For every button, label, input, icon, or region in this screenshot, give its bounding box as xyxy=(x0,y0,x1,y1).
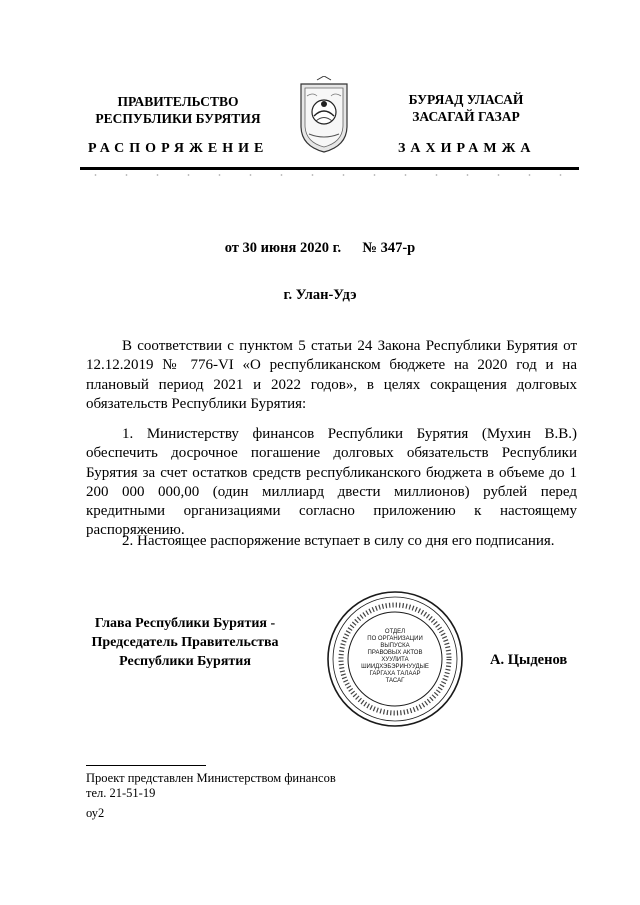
doc-type-left: РАСПОРЯЖЕНИЕ xyxy=(88,141,269,156)
signatory-title-line3: Республики Бурятия xyxy=(119,654,251,669)
stamp-line: ШИИДХЭБЭРИНУУДЫЕ xyxy=(361,664,429,670)
header-left xyxy=(78,93,278,127)
header-dotted-line xyxy=(80,174,579,176)
stamp-inner-text xyxy=(361,629,429,684)
date-number-line xyxy=(0,240,640,257)
footer-prepared-by: Проект представлен Министерством финансов xyxy=(86,771,336,785)
paragraph-preamble xyxy=(86,337,577,414)
header-left-line2: РЕСПУБЛИКИ БУРЯТИЯ xyxy=(95,111,261,126)
footer-rule xyxy=(86,765,206,766)
signatory-name: А. Цыденов xyxy=(490,652,568,668)
stamp-line: ХУУЛИТА xyxy=(381,657,409,663)
stamp-line: ПРАВОВЫХ АКТОВ xyxy=(367,650,423,656)
stamp-line: ТАСАГ xyxy=(385,678,405,684)
signatory-title-line2: Председатель Правительства xyxy=(91,635,279,650)
header-rule xyxy=(80,167,579,170)
stamp-line: ОТДЕЛ xyxy=(384,629,406,635)
paragraph-item-2-text: 2. Настоящее распоряжение вступает в силу со дня его подписания. xyxy=(122,533,555,549)
stamp-line: ВЫПУСКА xyxy=(380,643,410,649)
footer-phone: тел. 21-51-19 xyxy=(86,786,156,800)
official-stamp xyxy=(326,589,464,729)
doc-type-right: ЗАХИРАМЖА xyxy=(398,141,536,156)
paragraph-item-2 xyxy=(86,532,577,551)
header-left-line1: ПРАВИТЕЛЬСТВО xyxy=(117,94,239,109)
paragraph-item-1-text: 1. Министерству финансов Республики Бурятия (Мухин В.В.) обеспечить досрочное погашение долговых обязательств Республики Бурятия за счет остатков средств республиканского бюджета в объеме до 1 200 000 000,00 (один миллиард двести миллионов) рублей перед кредитными организациями согласно приложению к настоящему распоряжению. xyxy=(86,426,577,539)
document-number: № 347-р xyxy=(362,240,416,256)
header-right-line2: ЗАСАГАЙ ГАЗАР xyxy=(412,109,520,124)
stamp-line: ГАРГАХА ТАЛААР xyxy=(369,671,421,677)
paragraph-item-1 xyxy=(86,425,577,541)
document-date: от 30 июня 2020 г. xyxy=(224,240,342,256)
coat-of-arms-emblem xyxy=(295,76,353,154)
paragraph-preamble-text: В соответствии с пунктом 5 статьи 24 Закона Республики Бурятия от 12.12.2019 № 776-VI «О республиканском бюджете на 2020 год и на плановый период 2021 и 2022 годов», в целях сокращения долговых обязательств Республики Бурятия: xyxy=(86,338,577,412)
footer-code: оу2 xyxy=(86,806,105,820)
stamp-line: ПО ОРГАНИЗАЦИИ xyxy=(367,636,423,642)
header-right xyxy=(372,91,560,125)
signatory-title-line1: Глава Республики Бурятия - xyxy=(94,616,276,631)
document-city: г. Улан-Удэ xyxy=(283,287,357,303)
header-right-line1: БУРЯАД УЛАСАЙ xyxy=(408,92,524,107)
signatory-title xyxy=(80,614,290,671)
